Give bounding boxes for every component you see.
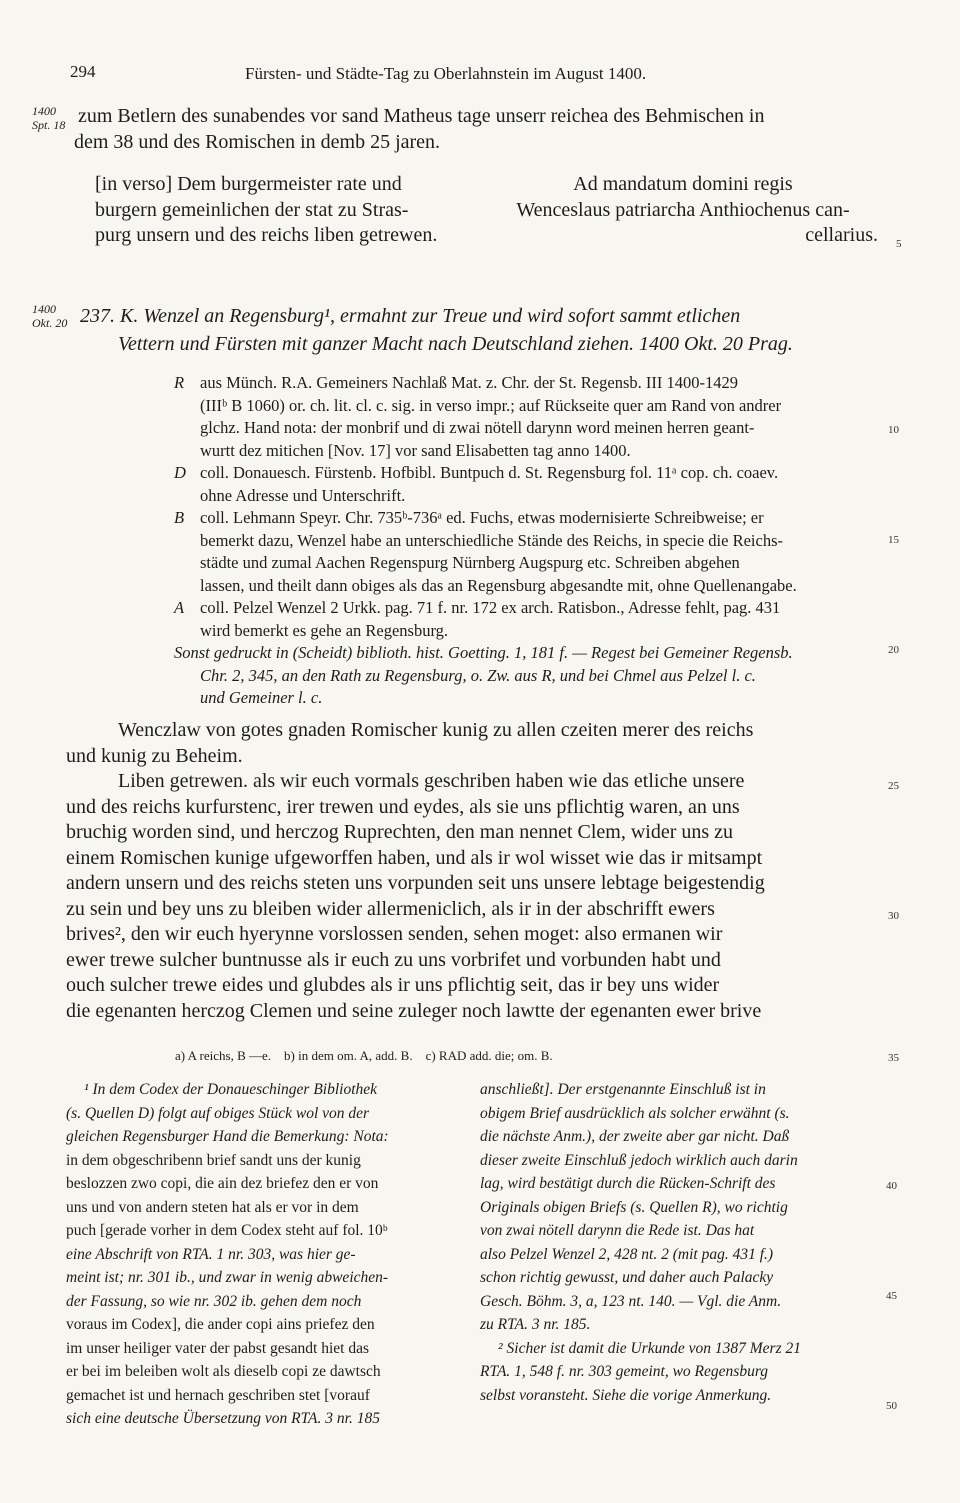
variant-notes: a) A reichs, B —e. b) in dem om. A, add. B. c) RAD add. die; om. B. <box>175 1048 553 1063</box>
margin-date-doc: 1400 Okt. 20 <box>32 302 68 330</box>
sources-apparatus: R aus Münch. R.A. Gemeiners Nachlaß Mat. z. Chr. der St. Regensb. III 1400-1429 (IIIᵇ B 1060) or. ch. lit. cl. c. sig. in verso impr.; auf Rückseite quer am Rand von andrer glchz. Hand nota: der monbrif und di zwai nötell darynn word meinen herren geant- wurtt dez mitichen [Nov. 17] vor sand Elisabetten tag anno 1400. D coll. Donauesch. Fürstenb. Hofbibl. Buntpuch d. St. Regensburg fol. 11ᵃ cop. ch. coaev. ohne Adresse und Unterschrift. B coll. Lehmann Speyr. Chr. 735ᵇ-736ᵃ ed. Fuchs, etwas modernisierte Schreibweise; er bemerkt dazu, Wenzel habe an unterschiedliche Stände des Reichs, in specie die Reichs- städte und zumal Aachen Regenspurg Nürnberg Augspurg etc. Schreiben abgehen lassen, und theilt dann obiges als das an Regensburg abgesandte mit, ohne Quellenangabe. A coll. Pelzel Wenzel 2 Urkk. pag. 71 f. nr. 172 ex arch. Ratisbon., Adresse fehlt, pag. 431 wird bemerkt es gehe an Regensburg. Sonst gedruckt in (Scheidt) biblioth. hist. Goetting. 1, 181 f. — Regest bei Gemeiner Regensb. Chr. 2, 345, an den Rath zu Regensburg, o. Zw. aus R, und bei Chmel aus Pelzel l. c. und Gemeiner l. c. <box>174 373 797 707</box>
footnotes-right: anschließt]. Der erstgenannte Einschluß ist in obigem Brief ausdrücklich als solcher erwähnt (s. die nächste Anm.), der zweite aber gar nicht. Daß dieser zweite Einschluß jedoch wirklich auch darin lag, wird bestätigt durch die Rücken-Schrift des Originals obigen Briefs (s. Quellen R), wo richtig von zwai nötell darynn die Rede ist. Das hat also Pelzel Wenzel 2, 428 nt. 2 (mit pag. 431 f.) schon richtig gewusst, und daher auch Palacky Gesch. Böhm. 3, a, 123 nt. 140. — Vgl. die Anm. zu RTA. 3 nr. 185. ² Sicher ist damit die Urkunde von 1387 Merz 21 RTA. 1, 548 f. nr. 303 gemeint, wo Regensburg selbst voransteht. Siehe die vorige Anmerkung. <box>480 1081 801 1404</box>
line-number-35: 35 <box>888 1052 899 1064</box>
line-number-45: 45 <box>886 1290 897 1302</box>
line-number-40: 40 <box>886 1180 897 1192</box>
footnotes-left: ¹ In dem Codex der Donaueschinger Bibliothek (s. Quellen D) folgt auf obiges Stück wol von der gleichen Regensburger Hand die Bemerkung: Nota: in dem obgeschribenn brief sandt uns der kunig beslozzen zwo copi, die ain dez briefez den er von uns und von andern steten hat als er vor in dem puch [gerade vorher in dem Codex steht auf fol. 10ᵇ eine Abschrift von RTA. 1 nr. 303, was hier ge- meint ist; nr. 301 ib., und zwar in wenig abweichen- der Fassung, so wie nr. 302 ib. gehen dem noch voraus im Codex], die ander copi ains priefez den im unser heiliger vater der pabst gesandt hiet das er bei im beleiben wolt als dieselb copi ze dawtsch gemachet ist und hernach geschriben stet [vorauf sich eine deutsche Übersetzung von RTA. 3 nr. 185 <box>66 1081 389 1427</box>
prev-doc-closing: zum Betlern des sunabendes vor sand Matheus tage unserr reichea des Behmischen in dem 38 und des Romischen in demb 25 jaren. <box>74 105 765 153</box>
address-left: [in verso] Dem burgermeister rate und burgern gemeinlichen der stat zu Stras- purg unsern und des reichs liben getrewen. <box>95 173 438 246</box>
line-number-50: 50 <box>886 1400 897 1412</box>
page-number: 294 <box>70 62 96 81</box>
address-right: Ad mandatum domini regis Wenceslaus patriarcha Anthiochenus can- cellarius. <box>516 173 878 246</box>
line-number-30: 30 <box>888 910 899 922</box>
line-number-20: 20 <box>888 644 899 656</box>
document-heading: 237. K. Wenzel an Regensburg¹, ermahnt zur Treue und wird sofort sammt etlichen Vettern und Fürsten mit ganzer Macht nach Deutschland ziehen. 1400 Okt. 20 Prag. <box>80 305 793 355</box>
line-number-15: 15 <box>888 534 899 546</box>
line-number-25: 25 <box>888 780 899 792</box>
margin-date-prev: 1400 Spt. 18 <box>32 104 66 132</box>
line-number-10: 10 <box>888 424 899 436</box>
running-title: Fürsten- und Städte-Tag zu Oberlahnstein im August 1400. <box>245 64 647 83</box>
line-number-5: 5 <box>896 238 902 250</box>
document-text: Wenczlaw von gotes gnaden Romischer kunig zu allen czeiten merer des reichs und kunig zu Beheim. Liben getrewen. als wir euch vormals geschriben haben wie das etliche unsere und des reichs kurfurstenc, irer trewen und eydes, als sie uns pflichtig waren, an uns bruchig worden sind, und herczog Ruprechten, den man nennet Clem, wider uns zu einem Romischen kunige ufgeworffen haben, und als ir wol wisset wie das ir mitsampt andern unsern und des reichs steten uns vorpunden seit uns unsere lebtage beigestendig zu sein und bey uns zu bleiben wider allermeniclich, als ir in der abschrifft ewers brives², den wir euch hyerynne vorslossen senden, sehen moget: also ermanen wir ewer trewe sulcher buntnusse als ir euch zu uns vorbrifet und vorbunden habt und ouch sulcher trewe eides und glubdes als ir uns pflichtig seit, das ir bey uns wider die egenanten herczog Clemen und seine zuleger noch lawtte der egenanten ewer brive <box>66 719 765 1022</box>
